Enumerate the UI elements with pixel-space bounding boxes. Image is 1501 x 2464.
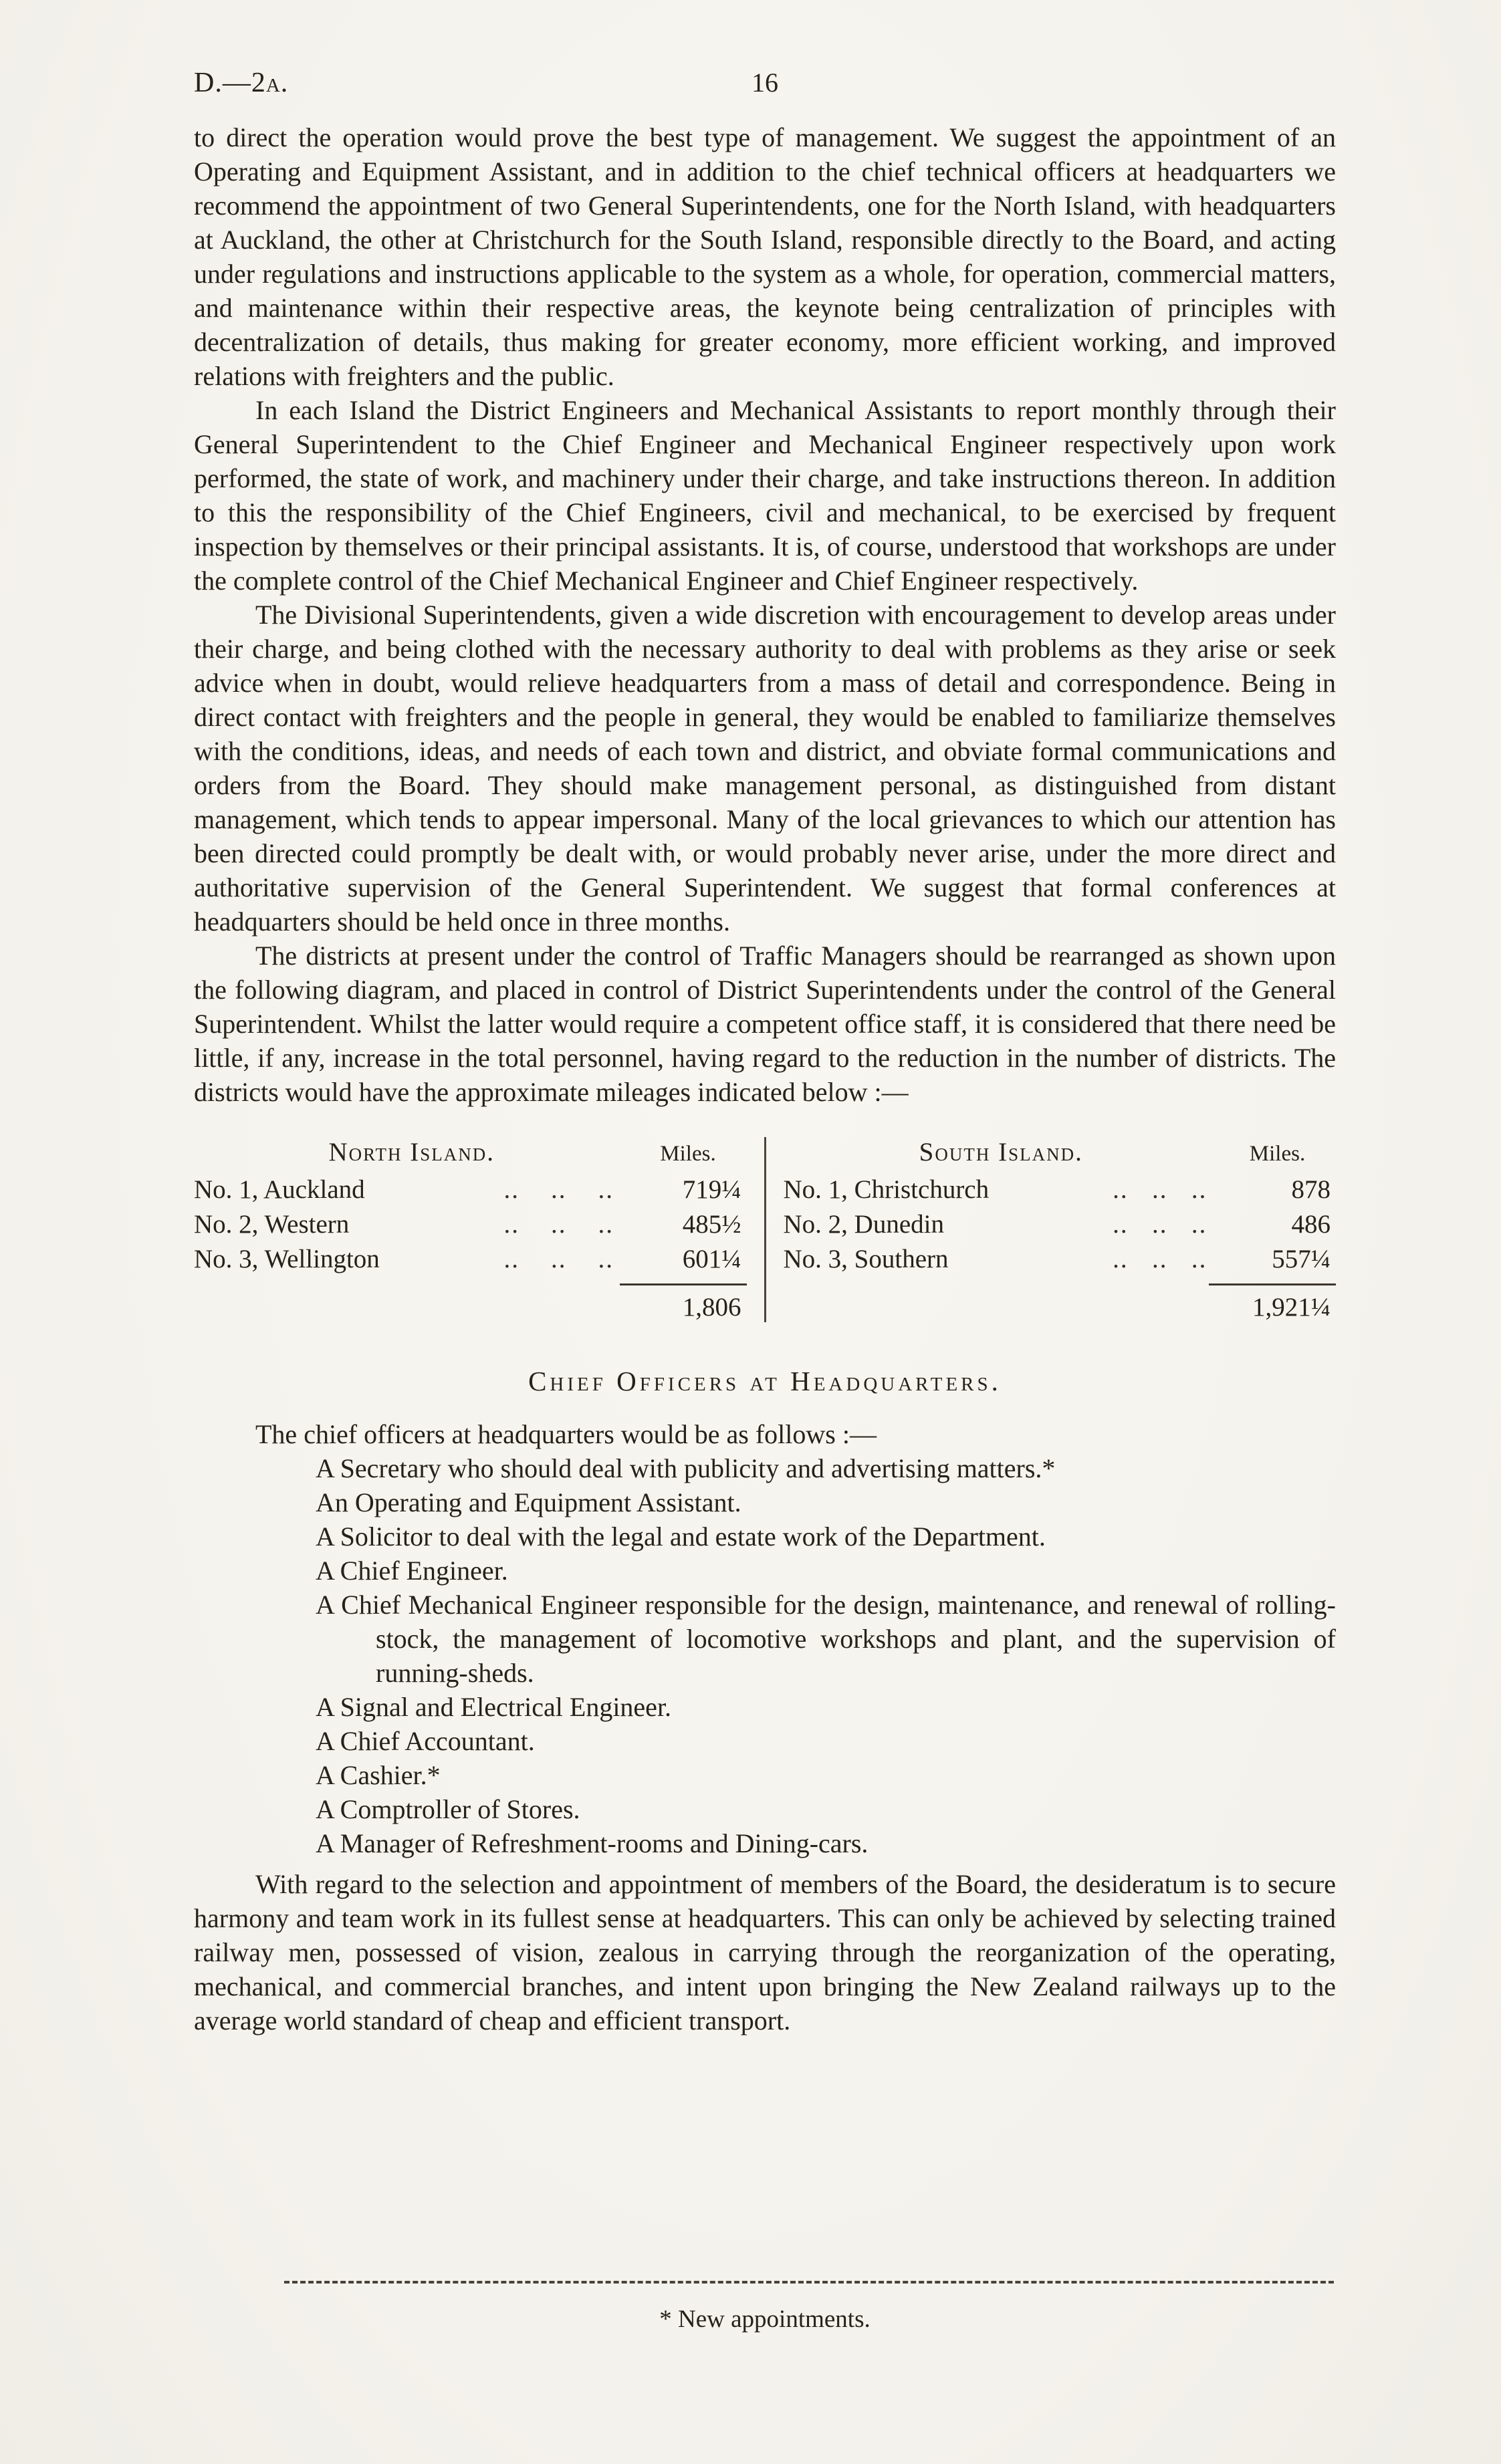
north-miles-label: Miles.	[660, 1142, 716, 1166]
dot-leader: ..	[598, 1210, 614, 1239]
dot-leader: ..	[1151, 1210, 1168, 1239]
officer-item-chief-accountant: A Chief Accountant.	[316, 1726, 535, 1756]
district-name: No. 2, Dunedin	[783, 1210, 944, 1239]
dot-leader: ..	[1151, 1245, 1168, 1273]
south-island-column	[766, 1137, 1337, 1322]
south-island-heading: South Island.	[919, 1138, 1083, 1166]
district-miles: 485½	[682, 1210, 741, 1239]
mileage-table	[194, 1137, 1336, 1322]
table-row	[784, 1173, 1337, 1207]
page-number: 16	[752, 68, 778, 98]
officers-intro: The chief officers at headquarters would be as follows :—	[255, 1419, 877, 1449]
north-island-heading: North Island.	[328, 1138, 495, 1166]
officer-item-comptroller-of-stores: A Comptroller of Stores.	[316, 1794, 580, 1824]
officer-item-cashier: A Cashier.*	[316, 1760, 441, 1790]
dot-leader: ..	[598, 1175, 614, 1204]
district-name: No. 3, Southern	[783, 1245, 949, 1273]
sum-rule	[620, 1283, 747, 1285]
paragraph-board-selection: With regard to the selection and appointment of members of the Board, the desideratum is to secure harmony and team work in its fullest sense at headquarters. This can only be achieved by selecting trained railway men, possessed of vision, zealous in carrying through the reorganization of the operating, mechanical, and commercial branches, and intent upon bringing the New Zealand railways up to the average world standard of cheap and efficient transport.	[194, 1869, 1336, 2036]
district-name: No. 1, Christchurch	[783, 1175, 990, 1204]
district-miles: 557¼	[1272, 1245, 1331, 1273]
dot-leader: ..	[1191, 1245, 1207, 1273]
page-content	[194, 67, 1336, 2038]
document-reference: D.—2a.	[194, 68, 289, 98]
south-total-cell	[1209, 1283, 1336, 1322]
dot-leader: ..	[1191, 1175, 1207, 1204]
south-total-miles: 1,921¼	[1252, 1293, 1331, 1322]
dot-leader: ..	[1151, 1175, 1168, 1204]
district-name: No. 1, Auckland	[194, 1175, 365, 1204]
officer-item-solicitor: A Solicitor to deal with the legal and estate work of the Department.	[316, 1521, 1046, 1552]
district-name: No. 2, Western	[194, 1210, 350, 1239]
officers-list	[194, 1451, 1336, 1860]
north-island-column	[194, 1137, 764, 1322]
dot-leader: ..	[1113, 1175, 1129, 1204]
table-row	[784, 1242, 1337, 1277]
dot-leader: ..	[551, 1210, 567, 1239]
district-miles: 719¼	[682, 1175, 741, 1204]
dot-leader: ..	[551, 1175, 567, 1204]
footnote: * New appointments.	[659, 2306, 871, 2333]
paragraph-divisional-superintendents: The Divisional Superintendents, given a wide discretion with encouragement to develop areas under their charge, and being clothed with the necessary authority to deal with problems as they arise or seek advice when in doubt, would relieve headquarters from a mass of detail and correspondence. Being in direct contact with freighters and the people in general, they would be enabled to familiarize themselves with the conditions, ideas, and needs of each town and district, and obviate formal communications and orders from the Board. They should make management personal, as distinguished from distant management, which tends to appear impersonal. Many of the local grievances to which our attention has been directed could promptly be dealt with, or would probably never arise, under the more direct and authoritative supervision of the General Superintendent. We suggest that formal conferences at headquarters should be held once in three months.	[194, 600, 1336, 937]
paragraph-operations-management: to direct the operation would prove the best type of management. We suggest the appointment of an Operating and Equipment Assistant, and in addition to the chief technical officers at headquarters we recommend the appointment of two General Superintendents, one for the North Island, with headquarters at Auckland, the other at Christchurch for the South Island, responsible directly to the Board, and acting under regulations and instructions applicable to the system as a whole, for operation, commercial matters, and maintenance within their respective areas, the keynote being centralization of principles with decentralization of details, thus making for greater economy, more efficient working, and improved relations with freighters and the public.	[194, 122, 1336, 391]
district-miles: 486	[1291, 1210, 1331, 1239]
south-miles-label: Miles.	[1249, 1142, 1306, 1166]
paragraph-district-rearrangement: The districts at present under the control of Traffic Managers should be rearranged as shown upon the following diagram, and placed in control of District Superintendents under the control of the General Superintendent. Whilst the latter would require a competent office staff, it is considered that there need be little, if any, increase in the total personnel, having regard to the reduction in the number of districts. The districts would have the approximate mileages indicated below :—	[194, 941, 1336, 1107]
officer-item-secretary: A Secretary who should deal with publicity and advertising matters.*	[316, 1453, 1056, 1483]
dot-leader: ..	[1113, 1245, 1129, 1273]
dot-leader: ..	[503, 1210, 519, 1239]
sum-rule	[1209, 1283, 1336, 1285]
north-total-cell	[620, 1283, 747, 1322]
north-total-row	[194, 1283, 747, 1322]
officer-item-chief-engineer: A Chief Engineer.	[316, 1556, 508, 1586]
table-row	[194, 1207, 747, 1242]
district-miles: 878	[1291, 1175, 1331, 1204]
table-row	[194, 1173, 747, 1207]
district-miles: 601¼	[682, 1245, 741, 1273]
north-island-header	[194, 1137, 747, 1167]
dot-leader: ..	[503, 1245, 519, 1273]
dot-leader: ..	[1191, 1210, 1207, 1239]
officer-item-operating-assistant: An Operating and Equipment Assistant.	[316, 1487, 741, 1517]
table-row	[194, 1242, 747, 1277]
section-heading-chief-officers: Chief Officers at Headquarters.	[528, 1366, 1002, 1396]
dot-leader: ..	[1113, 1210, 1129, 1239]
dot-leader: ..	[551, 1245, 567, 1273]
officer-item-signal-electrical-engineer: A Signal and Electrical Engineer.	[316, 1692, 672, 1722]
footnote-rule	[284, 2281, 1334, 2284]
south-island-header	[784, 1137, 1337, 1167]
dot-leader: ..	[598, 1245, 614, 1273]
officer-item-chief-mechanical-engineer: A Chief Mechanical Engineer responsible for the design, maintenance, and renewal of rolling-stock, the management of locomotive workshops and plant, and the supervision of running-sheds.	[316, 1590, 1336, 1688]
dot-leader: ..	[503, 1175, 519, 1204]
north-total-miles: 1,806	[682, 1293, 741, 1322]
page-header	[194, 67, 1336, 120]
district-name: No. 3, Wellington	[194, 1245, 380, 1273]
table-row	[784, 1207, 1337, 1242]
paragraph-island-reporting: In each Island the District Engineers and Mechanical Assistants to report monthly through their General Superintendent to the Chief Engineer and Mechanical Engineer respectively upon work performed, the state of work, and machinery under their charge, and take instructions thereon. In addition to this the responsibility of the Chief Engineers, civil and mechanical, to be exercised by frequent inspection by themselves or their principal assistants. It is, of course, understood that workshops are under the complete control of the Chief Mechanical Engineer and Chief Engineer respectively.	[194, 395, 1336, 596]
south-total-row	[784, 1283, 1337, 1322]
officer-item-refreshment-manager: A Manager of Refreshment-rooms and Dining-cars.	[316, 1828, 869, 1858]
